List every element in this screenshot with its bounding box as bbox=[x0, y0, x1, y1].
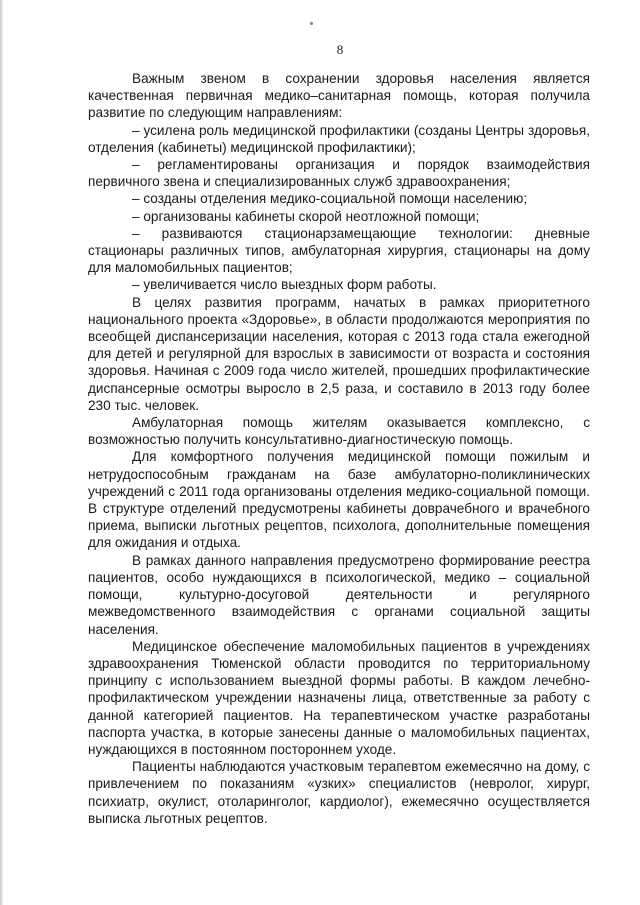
list-item: – усилена роль медицинской профилактики (созданы Центры здоровья, отделения (кабинеты) медицинской профилактики); bbox=[88, 122, 590, 155]
paragraph: Важным звеном в сохранении здоровья населения является качественная первичная медико–санитарная помощь, которая получила развитие по следующим направлениям: bbox=[88, 71, 590, 121]
paragraph: В целях развития программ, начатых в рамках приоритетного национального проекта «Здоровье», в области продолжаются мероприятия по всеобщей диспансеризации населения, которая с 2013 года стала ежегодной для детей и регулярной для взрослых в зависимости от возраста и состояния здоровья. Начиная с 2009 года число жителей, прошедших профилактические диспансерные осмотры выросло в 2,5 раза, и составило в 2013 году более 230 тыс. человек. bbox=[88, 294, 590, 413]
paragraph: Медицинское обеспечение маломобильных пациентов в учреждениях здравоохранения Тюменской области проводится по территориальному принципу с использованием выездной формы работы. В каждом лечебно-профилактическом учреждении назначены лица, ответственные за работу с данной категорией пациентов. На терапевтическом участке разработаны паспорта участка, в которые занесены данные о маломобильных пациентах, нуждающихся в постоянном постороннем уходе. bbox=[88, 638, 590, 757]
list-item: – организованы кабинеты скорой неотложной помощи; bbox=[132, 208, 480, 224]
scan-artifact-dot bbox=[310, 22, 313, 25]
list-item: – развиваются стационарзамещающие технологии: дневные стационары различных типов, амбулаторная хирургия, стационары на дому для маломобильных пациентов; bbox=[88, 225, 590, 276]
list-item: – созданы отделения медико-социальной помощи населению; bbox=[132, 191, 528, 207]
paragraph: Для комфортного получения медицинской помощи пожилым и нетрудоспособным гражданам на базе амбулаторно-поликлинических учреждений с 2011 года организованы отделения медико-социальной помощи. В структуре отделений предусмотрены кабинеты доврачебного и врачебного приема, выписки льготных рецептов, психолога, дополнительные помещения для ожидания и отдыха. bbox=[88, 449, 590, 551]
list-item: – регламентированы организация и порядок взаимодействия первичного звена и специализированных служб здравоохранения; bbox=[88, 157, 590, 190]
list-item: – увеличивается число выездных форм работы. bbox=[132, 277, 437, 293]
paragraph: Амбулаторная помощь жителям оказывается комплексно, с возможностью получить консультативно-диагностическую помощь. bbox=[88, 415, 590, 448]
page-number: 8 bbox=[336, 42, 344, 57]
paragraph: Пациенты наблюдаются участковым терапевтом ежемесячно на дому, с привлечением по показаниям «узких» специалистов (невролог, хирург, психиатр, окулист, отоларинголог, кардиолог), ежемесячно осуществляется выписка льготных рецептов. bbox=[88, 759, 590, 826]
paragraph: В рамках данного направления предусмотрено формирование реестра пациентов, особо нуждающихся в психологической, медико – социальной помощи, культурно-досуговой деятельности и регулярного межведомственного взаимодействия с органами социальной защиты населения. bbox=[88, 552, 590, 637]
scan-edge bbox=[0, 0, 3, 905]
document-body bbox=[88, 70, 590, 827]
